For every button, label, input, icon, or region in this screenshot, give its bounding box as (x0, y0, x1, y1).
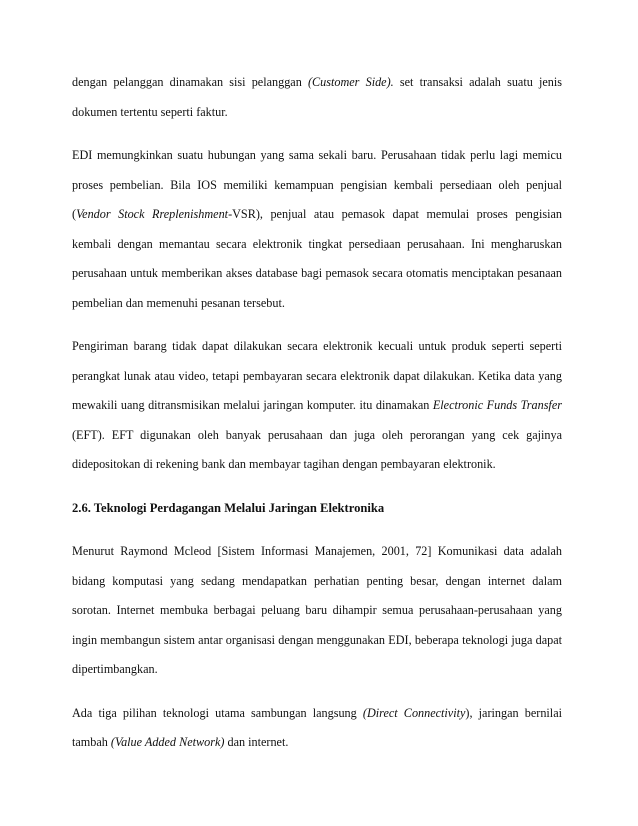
text: VSR), penjual atau pemasok dapat memulai proses pengisian kembali dengan memantau secara elektronik tingkat persediaan perusahaan. Ini mengharuskan perusahaan untuk memberikan akses database bagi pemasok secara otomatis menciptakan pesanaan pembelian dan memenuhi pesanan tersebut. (72, 207, 562, 310)
paragraph-technology-options (72, 699, 562, 758)
text: dengan pelanggan dinamakan sisi pelanggan (72, 75, 308, 89)
italic-term: Electronic Funds Transfer (432, 398, 562, 412)
text: Ada tiga pilihan teknologi utama sambungan langsung (72, 705, 363, 720)
italic-term: (Customer Side). (307, 75, 394, 89)
section-heading: 2.6. Teknologi Perdagangan Melalui Jaringan Elektronika (72, 500, 385, 515)
document-page (72, 68, 562, 758)
italic-term: Vendor Stock Rreplenishment- (76, 207, 233, 221)
paragraph-customer-side (72, 68, 562, 127)
text: Pengiriman barang tidak dapat dilakukan secara elektronik kecuali untuk produk seperti seperti perangkat lunak atau video, tetapi pembayaran secara elektronik dapat dilakukan. Ketika data yang mewakili uang ditransmisikan melalui jaringan komputer. itu dinamakan (72, 339, 562, 412)
italic-term: (Direct Connectivity (362, 705, 466, 720)
paragraph-edi (72, 141, 562, 318)
text: set transaksi adalah suatu jenis dokumen tertentu seperti faktur. (72, 75, 562, 119)
paragraph-eft (72, 332, 562, 480)
text: (EFT). EFT digunakan oleh banyak perusahaan dan juga oleh perorangan yang cek gajinya didepositokan di rekening bank dan membayar tagihan dengan pembayaran elektronik. (72, 427, 562, 471)
paragraph-mcleod: Menurut Raymond Mcleod [Sistem Informasi Manajemen, 2001, 72] Komunikasi data adalah bidang komputasi yang sedang mendapatkan perhatian penting besar, dengan internet dalam sorotan. Internet membuka berbagai peluang baru dihampir semua perusahaan-perusahaan yang ingin membangun sistem antar organisasi dengan menggunakan EDI, beberapa teknologi juga dapat dipertimbangkan. (72, 544, 562, 676)
text: dan internet. (224, 735, 289, 749)
italic-term: (Value Added Network) (110, 735, 225, 749)
text: ), jaringan bernilai tambah (72, 705, 562, 749)
text: EDI memungkinkan suatu hubungan yang sama sekali baru. Perusahaan tidak perlu lagi memicu proses pembelian. Bila IOS memiliki kemampuan pengisian kembali persediaan oleh penjual ( (72, 148, 562, 221)
